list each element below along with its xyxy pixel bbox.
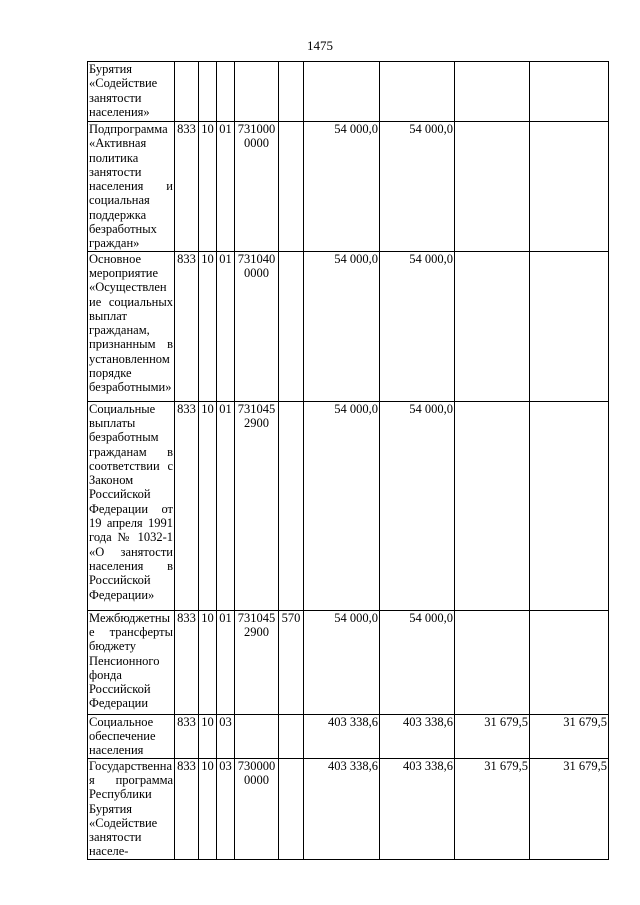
- ved-cell: 833: [175, 122, 199, 252]
- value-cell-2: [380, 62, 455, 122]
- ved-cell: [175, 62, 199, 122]
- value-cell-4: [530, 610, 609, 714]
- value-cell-3: [455, 251, 530, 401]
- cs-cell: [235, 714, 279, 758]
- row-name-cell: Бурятия «Содействие занятости населения»: [88, 62, 175, 122]
- value-cell-1: 54 000,0: [304, 610, 380, 714]
- value-cell-4: [530, 401, 609, 610]
- value-cell-4: 31 679,5: [530, 758, 609, 859]
- cs-cell: 731000 0000: [235, 122, 279, 252]
- pr-cell: 03: [217, 714, 235, 758]
- value-cell-3: [455, 62, 530, 122]
- value-cell-2: 403 338,6: [380, 758, 455, 859]
- value-cell-2: 54 000,0: [380, 251, 455, 401]
- value-cell-1: 403 338,6: [304, 758, 380, 859]
- rz-cell: 10: [199, 610, 217, 714]
- value-cell-4: [530, 251, 609, 401]
- row-name-cell: Основное мероприятие «Осуществление социальных выплат гражданам, признанным в установленном порядке безработными»: [88, 251, 175, 401]
- vr-cell: 570: [279, 610, 304, 714]
- value-cell-3: [455, 401, 530, 610]
- cs-cell: [235, 62, 279, 122]
- vr-cell: [279, 401, 304, 610]
- ved-cell: 833: [175, 758, 199, 859]
- rz-cell: 10: [199, 122, 217, 252]
- value-cell-4: [530, 122, 609, 252]
- vr-cell: [279, 251, 304, 401]
- ved-cell: 833: [175, 401, 199, 610]
- cs-cell: 731045 2900: [235, 610, 279, 714]
- budget-table: [87, 61, 609, 860]
- value-cell-1: 54 000,0: [304, 401, 380, 610]
- table-row: [88, 62, 609, 122]
- value-cell-2: 54 000,0: [380, 401, 455, 610]
- pr-cell: 01: [217, 401, 235, 610]
- cs-cell: 731040 0000: [235, 251, 279, 401]
- pr-cell: [217, 62, 235, 122]
- rz-cell: [199, 62, 217, 122]
- pr-cell: 01: [217, 122, 235, 252]
- value-cell-3: 31 679,5: [455, 758, 530, 859]
- pr-cell: 01: [217, 610, 235, 714]
- rz-cell: 10: [199, 714, 217, 758]
- value-cell-2: 403 338,6: [380, 714, 455, 758]
- value-cell-4: [530, 62, 609, 122]
- value-cell-2: 54 000,0: [380, 610, 455, 714]
- table-row: [88, 251, 609, 401]
- value-cell-3: [455, 122, 530, 252]
- vr-cell: [279, 62, 304, 122]
- pr-cell: 01: [217, 251, 235, 401]
- ved-cell: 833: [175, 610, 199, 714]
- rz-cell: 10: [199, 251, 217, 401]
- row-name-cell: Межбюджетные трансферты бюджету Пенсионного фонда Российской Федерации: [88, 610, 175, 714]
- value-cell-2: 54 000,0: [380, 122, 455, 252]
- table-row: [88, 758, 609, 859]
- ved-cell: 833: [175, 714, 199, 758]
- vr-cell: [279, 122, 304, 252]
- rz-cell: 10: [199, 758, 217, 859]
- row-name-cell: Подпрограмма «Активная политика занятости населения и социальная поддержка безработных граждан»: [89, 122, 173, 251]
- rz-cell: 10: [199, 401, 217, 610]
- value-cell-1: [304, 62, 380, 122]
- ved-cell: 833: [175, 251, 199, 401]
- row-name-cell: Социальное обеспечение населения: [88, 714, 175, 758]
- pr-cell: 03: [217, 758, 235, 859]
- table-row: [88, 122, 609, 252]
- table-row: [88, 610, 609, 714]
- value-cell-3: [455, 610, 530, 714]
- value-cell-4: 31 679,5: [530, 714, 609, 758]
- page-number: 1475: [307, 38, 333, 53]
- vr-cell: [279, 714, 304, 758]
- value-cell-3: 31 679,5: [455, 714, 530, 758]
- row-name-cell: Государственная программа Республики Бурятия «Содействие занятости населе-: [89, 758, 173, 859]
- table-row: [88, 714, 609, 758]
- cs-cell: 731045 2900: [235, 401, 279, 610]
- row-name-cell: Социальные выплаты безработным гражданам в соответствии с Законом Российской Федерации от 19 апреля 1991 года № 1032-1 «О занятости населения в Российской Федерации»: [88, 401, 175, 610]
- value-cell-1: 403 338,6: [304, 714, 380, 758]
- vr-cell: [279, 758, 304, 859]
- value-cell-1: 54 000,0: [304, 251, 380, 401]
- value-cell-1: 54 000,0: [304, 122, 380, 252]
- table-row: [88, 401, 609, 610]
- cs-cell: 730000 0000: [235, 758, 279, 859]
